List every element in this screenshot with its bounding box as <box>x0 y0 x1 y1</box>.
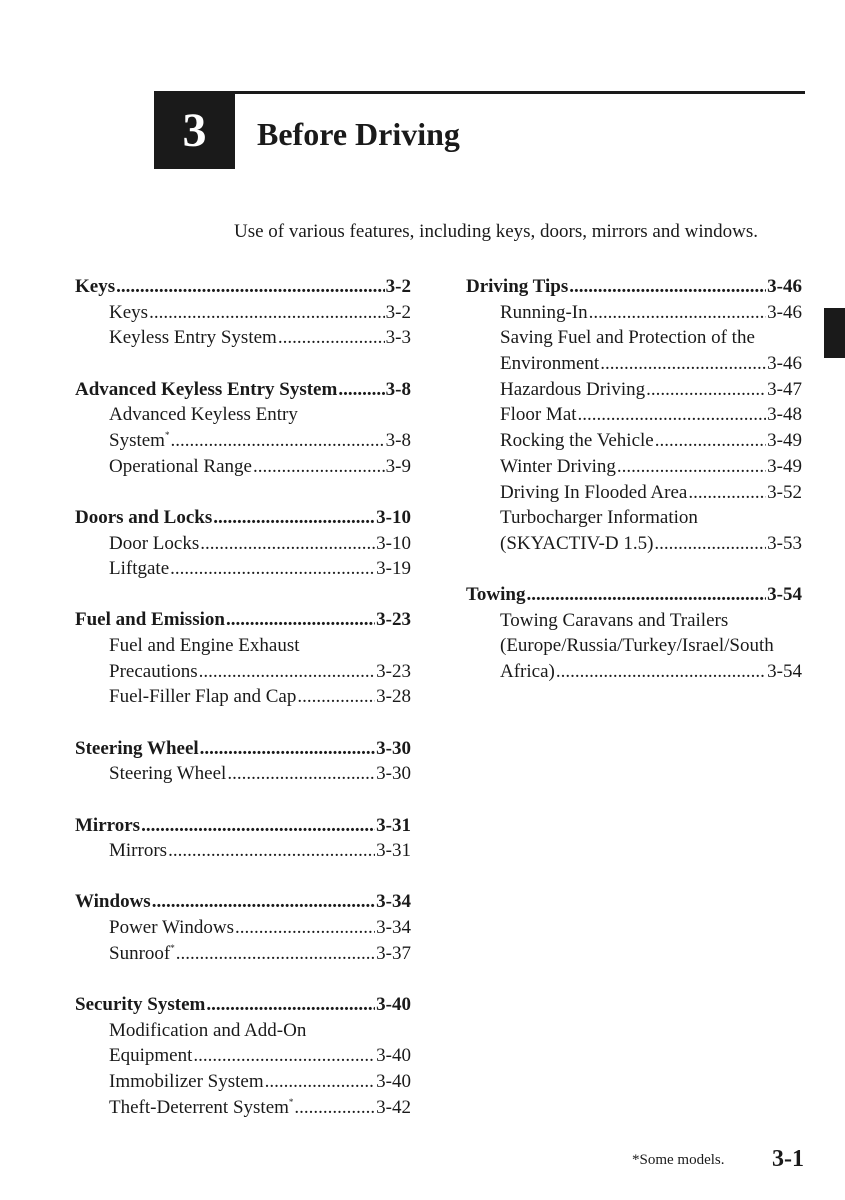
chapter-number: 3 <box>182 103 207 157</box>
toc-entry-text: Winter Driving <box>500 455 616 477</box>
dot-leader <box>294 1095 375 1121</box>
dot-leader <box>176 941 375 967</box>
toc-section-heading <box>75 992 411 1018</box>
toc-heading-text: Steering Wheel <box>75 737 199 759</box>
toc-entry-text: Theft-Deterrent System* <box>109 1096 294 1118</box>
toc-page-ref: 3-42 <box>376 1096 411 1118</box>
chapter-side-tab <box>824 308 845 358</box>
toc-section <box>75 607 411 710</box>
toc-section <box>75 889 411 966</box>
dot-leader <box>688 480 766 506</box>
toc-page-ref: 3-8 <box>385 378 411 400</box>
toc-entry <box>75 915 411 941</box>
toc-entry <box>466 505 802 531</box>
some-models-mark: * <box>170 942 175 953</box>
toc-entry <box>466 351 802 377</box>
toc-entry <box>75 1069 411 1095</box>
toc-page-ref: 3-48 <box>767 404 802 426</box>
toc-page-ref: 3-19 <box>376 558 411 580</box>
toc-entry-text: Environment <box>500 353 600 375</box>
dot-leader <box>213 505 375 531</box>
toc-entry <box>466 633 802 659</box>
toc-section-heading <box>75 813 411 839</box>
toc-page-ref: 3-46 <box>767 301 802 323</box>
toc-entry-text: Steering Wheel <box>109 763 227 785</box>
toc-entry <box>75 300 411 326</box>
toc-page-ref: 3-34 <box>376 891 411 913</box>
dot-leader <box>206 992 375 1018</box>
toc-section-heading <box>75 889 411 915</box>
toc-left-column <box>75 274 411 1146</box>
toc-entry-text: Hazardous Driving <box>500 378 646 400</box>
dot-leader <box>578 402 767 428</box>
toc-page-ref: 3-49 <box>767 455 802 477</box>
toc-entry-text: Towing Caravans and Trailers <box>500 609 729 631</box>
toc-entry-text: Advanced Keyless Entry <box>109 404 298 426</box>
toc-section-heading <box>75 377 411 403</box>
toc-entry-text: Operational Range <box>109 455 252 477</box>
toc-entry <box>466 300 802 326</box>
toc-entry-text: Modification and Add-On <box>109 1019 307 1041</box>
toc-entry <box>75 556 411 582</box>
toc-entry <box>75 761 411 787</box>
toc-entry-text: Turbocharger Information <box>500 507 698 529</box>
toc-entry <box>75 1018 411 1044</box>
toc-heading-text: Mirrors <box>75 814 141 836</box>
toc-entry <box>75 941 411 967</box>
toc-page-ref: 3-52 <box>767 481 802 503</box>
dot-leader <box>149 300 385 326</box>
toc-entry <box>75 659 411 685</box>
toc-heading-text: Doors and Locks <box>75 506 213 528</box>
toc-heading-text: Towing <box>466 584 526 606</box>
toc-section-heading <box>75 274 411 300</box>
page-number: 3-1 <box>772 1146 804 1172</box>
toc-entry-text: Floor Mat <box>500 404 577 426</box>
toc-section-heading <box>75 736 411 762</box>
toc-page-ref: 3-2 <box>385 276 411 297</box>
toc-entry <box>466 531 802 557</box>
toc-entry <box>466 454 802 480</box>
toc-page-ref: 3-49 <box>767 430 802 452</box>
toc-entry <box>75 838 411 864</box>
toc-entry-text: Driving In Flooded Area <box>500 481 688 503</box>
toc-page-ref: 3-10 <box>376 506 411 528</box>
toc-page-ref: 3-31 <box>376 814 411 836</box>
toc-entry-text: Fuel and Engine Exhaust <box>109 635 300 657</box>
toc-page-ref: 3-3 <box>385 327 411 349</box>
toc-entry <box>75 1043 411 1069</box>
toc-entry-text: Rocking the Vehicle <box>500 430 654 452</box>
toc-right-column <box>466 274 802 710</box>
toc-entry-text: Door Locks <box>109 532 200 554</box>
dot-leader <box>200 736 376 762</box>
toc-entry <box>466 659 802 685</box>
toc-entry-text: Mirrors <box>109 840 168 862</box>
toc-entry <box>75 402 411 428</box>
dot-leader <box>170 556 375 582</box>
toc-entry <box>466 377 802 403</box>
dot-leader <box>655 428 766 454</box>
dot-leader <box>141 813 375 839</box>
dot-leader <box>617 454 766 480</box>
toc-page-ref: 3-9 <box>385 455 411 477</box>
dot-leader <box>654 531 766 557</box>
toc-section <box>75 992 411 1120</box>
toc-page-ref: 3-34 <box>376 917 411 939</box>
toc-entry-text: Keys <box>109 301 149 323</box>
dot-leader <box>646 377 766 403</box>
toc-entry-text: Running-In <box>500 301 588 323</box>
toc-page-ref: 3-23 <box>376 609 411 631</box>
toc-page-ref: 3-37 <box>376 942 411 964</box>
dot-leader <box>168 838 375 864</box>
toc-entry <box>75 531 411 557</box>
toc-entry <box>466 428 802 454</box>
dot-leader <box>600 351 766 377</box>
toc-page-ref: 3-28 <box>376 686 411 708</box>
toc-entry <box>466 402 802 428</box>
toc-entry <box>466 480 802 506</box>
toc-page-ref: 3-54 <box>767 584 802 606</box>
toc-section <box>75 505 411 582</box>
toc-entry-text: Liftgate <box>109 558 170 580</box>
toc-section <box>75 736 411 787</box>
dot-leader <box>556 659 766 685</box>
toc-entry-text: Immobilizer System <box>109 1071 264 1092</box>
toc-entry-text: Fuel-Filler Flap and Cap <box>109 686 297 708</box>
dot-leader <box>527 582 767 608</box>
toc-page-ref: 3-40 <box>376 1071 411 1092</box>
toc-heading-text: Fuel and Emission <box>75 609 225 631</box>
dot-leader <box>193 1043 375 1069</box>
toc-page-ref: 3-2 <box>385 301 411 323</box>
dot-leader <box>170 428 384 454</box>
toc-entry-text: Power Windows <box>109 917 235 939</box>
toc-page-ref: 3-47 <box>767 378 802 400</box>
toc-entry <box>75 325 411 351</box>
toc-entry-text: Sunroof* <box>109 942 175 964</box>
dot-leader <box>569 274 766 300</box>
toc-entry <box>466 325 802 351</box>
toc-entry <box>466 608 802 634</box>
dot-leader <box>253 454 385 480</box>
toc-page-ref: 3-30 <box>376 763 411 785</box>
some-models-mark: * <box>164 429 170 440</box>
toc-heading-text: Security System <box>75 993 206 1015</box>
toc-section-heading <box>466 582 802 608</box>
toc-page-ref: 3-10 <box>376 532 411 554</box>
toc-section <box>75 813 411 864</box>
footnote: *Some models. <box>632 1152 725 1168</box>
toc-entry <box>75 428 411 454</box>
toc-section-heading <box>75 505 411 531</box>
toc-heading-text: Driving Tips <box>466 276 569 297</box>
dot-leader <box>200 531 375 557</box>
toc-page-ref: 3-40 <box>376 1045 411 1067</box>
toc-entry-text: Equipment <box>109 1045 193 1067</box>
dot-leader <box>297 684 375 710</box>
toc-entry-text: Africa) <box>500 661 555 683</box>
toc-page-ref: 3-40 <box>376 993 411 1015</box>
dot-leader <box>116 274 385 300</box>
toc-entry <box>75 1095 411 1121</box>
toc-page-ref: 3-46 <box>767 353 802 375</box>
chapter-title: Before Driving <box>257 116 460 152</box>
toc-entry <box>75 684 411 710</box>
dot-leader <box>589 300 767 326</box>
some-models-mark: * <box>288 1096 294 1107</box>
toc-entry <box>75 633 411 659</box>
dot-leader <box>152 889 375 915</box>
dot-leader <box>226 607 375 633</box>
toc-section <box>75 274 411 351</box>
toc-entry-text: Keyless Entry System <box>109 327 277 349</box>
dot-leader <box>265 1069 376 1095</box>
chapter-top-rule <box>154 91 805 94</box>
dot-leader <box>278 325 385 351</box>
toc-page-ref: 3-8 <box>385 429 411 451</box>
dot-leader <box>227 761 375 787</box>
toc-section <box>466 274 802 557</box>
toc-section-heading <box>466 274 802 300</box>
toc-page-ref: 3-30 <box>376 737 411 759</box>
toc-page-ref: 3-46 <box>767 276 802 297</box>
toc-page-ref: 3-23 <box>376 660 411 682</box>
toc-section <box>75 377 411 480</box>
toc-entry-text: System* <box>109 429 170 451</box>
toc-heading-text: Windows <box>75 891 151 913</box>
toc-entry-text: (SKYACTIV-D 1.5) <box>500 532 654 554</box>
dot-leader <box>235 915 375 941</box>
toc-page-ref: 3-53 <box>767 532 802 554</box>
toc-entry <box>75 454 411 480</box>
toc-page-ref: 3-31 <box>376 840 411 862</box>
toc-heading-text: Keys <box>75 276 116 297</box>
dot-leader <box>338 377 384 403</box>
toc-entry-text: Saving Fuel and Protection of the <box>500 327 755 349</box>
toc-section-heading <box>75 607 411 633</box>
toc-entry-text: (Europe/Russia/Turkey/Israel/South <box>500 635 774 657</box>
chapter-number-box <box>154 91 235 169</box>
toc-page-ref: 3-54 <box>767 661 802 683</box>
chapter-intro: Use of various features, including keys, doors, mirrors and windows. <box>234 221 758 242</box>
dot-leader <box>199 659 376 685</box>
toc-heading-text: Advanced Keyless Entry System <box>75 378 338 400</box>
toc-entry-text: Precautions <box>109 660 198 682</box>
toc-section <box>466 582 802 685</box>
